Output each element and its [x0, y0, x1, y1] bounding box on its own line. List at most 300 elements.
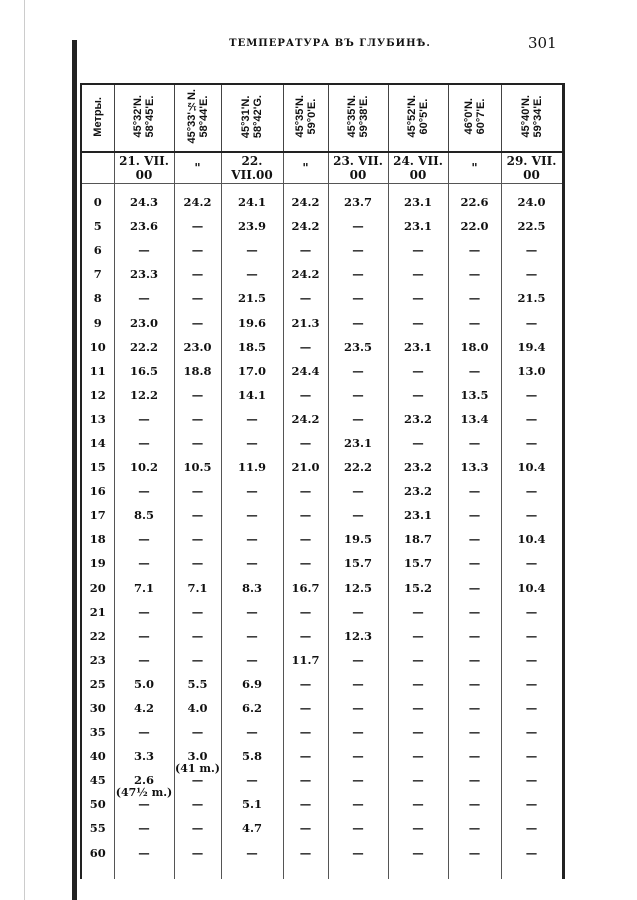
temperature-cell	[283, 527, 328, 551]
temperature-cell	[501, 648, 563, 672]
temperature-value: —	[299, 508, 312, 523]
temperature-cell	[328, 696, 388, 720]
temperature-cell	[501, 768, 563, 792]
temperature-value: —	[352, 773, 364, 788]
temperature-cell	[114, 407, 174, 431]
temperature-value: —	[352, 387, 364, 402]
temperature-value: —	[412, 628, 424, 643]
temperature-value: —	[138, 797, 150, 812]
temperature-value: —	[468, 652, 481, 667]
temperature-cell	[174, 238, 221, 262]
temperature-cell	[448, 600, 501, 624]
temperature-cell	[174, 624, 221, 648]
temperature-cell	[114, 841, 174, 879]
temperature-cell	[448, 720, 501, 744]
temperature-value: —	[468, 556, 481, 571]
temperature-value: —	[525, 604, 538, 619]
depth-cell: 50	[81, 792, 114, 816]
temperature-value: 23.2	[403, 460, 432, 475]
temperature-cell	[501, 672, 563, 696]
table-row	[81, 744, 563, 768]
temperature-cell	[448, 672, 501, 696]
temperature-cell	[448, 816, 501, 840]
temperature-value: —	[299, 676, 312, 691]
temperature-value: —	[299, 845, 312, 860]
temperature-cell	[174, 576, 221, 600]
temperature-cell	[174, 479, 221, 503]
station-coords	[294, 95, 318, 138]
temperature-value: —	[525, 484, 538, 499]
temperature-value: —	[352, 411, 364, 426]
temperature-cell	[174, 455, 221, 479]
depth-temperature-table	[80, 83, 565, 879]
temperature-value: —	[191, 556, 204, 571]
temperature-cell	[501, 214, 563, 238]
table-row	[81, 335, 563, 359]
temperature-cell	[174, 527, 221, 551]
temperature-value: 18.0	[460, 339, 489, 354]
temperature-cell	[221, 431, 283, 455]
temperature-value: —	[352, 604, 364, 619]
temperature-cell	[328, 672, 388, 696]
temperature-cell	[448, 310, 501, 334]
temperature-cell	[221, 672, 283, 696]
temperature-cell	[388, 672, 448, 696]
temperature-value: 2.6	[133, 773, 154, 788]
temperature-cell	[448, 696, 501, 720]
temperature-value: —	[191, 435, 204, 450]
temperature-cell	[221, 816, 283, 840]
temperature-value: —	[352, 749, 364, 764]
temperature-cell	[501, 576, 563, 600]
temperature-value: —	[299, 291, 312, 306]
station-coords	[132, 95, 156, 138]
temperature-value: —	[525, 508, 538, 523]
temperature-value: 18.7	[403, 532, 432, 547]
temperature-value: —	[138, 435, 150, 450]
table-row	[81, 310, 563, 334]
temperature-cell	[328, 286, 388, 310]
temperature-value: —	[468, 267, 481, 282]
temperature-cell	[501, 238, 563, 262]
station-header	[221, 84, 283, 152]
temperature-value: 24.2	[291, 411, 320, 426]
temperature-value: —	[299, 604, 312, 619]
temperature-value: —	[352, 219, 364, 234]
temperature-value: —	[412, 387, 424, 402]
temperature-value: 24.3	[129, 195, 158, 210]
temperature-cell	[501, 431, 563, 455]
depth-cell: 17	[81, 503, 114, 527]
temperature-cell	[114, 768, 174, 800]
temperature-cell	[501, 792, 563, 816]
temperature-cell	[114, 576, 174, 600]
temperature-value: —	[191, 797, 204, 812]
temperature-value: 13.5	[460, 387, 489, 402]
temperature-cell	[174, 431, 221, 455]
temperature-value: —	[468, 291, 481, 306]
temperature-value: 13.0	[517, 363, 546, 378]
temperature-cell	[328, 527, 388, 551]
temperature-cell	[448, 768, 501, 792]
temperature-value: 19.4	[517, 339, 546, 354]
temperature-cell	[283, 262, 328, 286]
temperature-cell	[221, 383, 283, 407]
temperature-cell	[328, 310, 388, 334]
temperature-cell	[221, 359, 283, 383]
temperature-cell	[114, 672, 174, 696]
station-date: 23. VII. 00	[328, 152, 388, 184]
temperature-cell	[114, 816, 174, 840]
temperature-cell	[501, 262, 563, 286]
temperature-cell	[501, 455, 563, 479]
temperature-cell	[283, 479, 328, 503]
temperature-value: —	[138, 411, 150, 426]
depth-cell: 12	[81, 383, 114, 407]
temperature-value: —	[352, 291, 364, 306]
temperature-value: —	[352, 652, 364, 667]
temperature-value: —	[299, 628, 312, 643]
temperature-value: 21.3	[291, 315, 320, 330]
temperature-cell	[221, 527, 283, 551]
temperature-value: —	[246, 725, 258, 740]
temperature-value: —	[412, 725, 424, 740]
temperature-value: —	[412, 604, 424, 619]
temperature-value: —	[138, 652, 150, 667]
table-row	[81, 527, 563, 551]
longitude: 60°7'E.	[474, 98, 487, 135]
station-coords	[346, 95, 370, 138]
temperature-value: 19.5	[343, 532, 372, 547]
temperature-value: —	[352, 725, 364, 740]
temperature-cell	[448, 551, 501, 575]
latitude: 45°33'½N.	[185, 89, 198, 144]
depth-cell: 15	[81, 455, 114, 479]
temperature-value: —	[299, 701, 312, 716]
table-row	[81, 672, 563, 696]
temperature-cell	[328, 214, 388, 238]
temperature-cell	[501, 479, 563, 503]
temperature-cell	[388, 238, 448, 262]
temperature-value: 23.3	[129, 267, 158, 282]
station-date: "	[448, 152, 501, 184]
header-row	[81, 84, 563, 152]
temperature-value: —	[412, 845, 424, 860]
temperature-value: 22.5	[517, 219, 546, 234]
temperature-value: —	[352, 797, 364, 812]
temperature-value: —	[468, 363, 481, 378]
temperature-cell	[221, 455, 283, 479]
temperature-cell	[388, 286, 448, 310]
temperature-cell	[448, 479, 501, 503]
temperature-cell	[174, 407, 221, 431]
station-header	[388, 84, 448, 152]
longitude: 60°5'E.	[418, 98, 430, 135]
temperature-cell	[221, 262, 283, 286]
temperature-cell	[174, 383, 221, 407]
depth-cell: 45	[81, 768, 114, 792]
longitude: 58°42'G.	[252, 94, 264, 139]
temperature-value: 24.1	[237, 195, 266, 210]
temperature-value: 11.7	[291, 652, 320, 667]
temperature-value: —	[525, 267, 538, 282]
temperature-value: 12.2	[129, 387, 158, 402]
temperature-cell	[388, 744, 448, 768]
temperature-value: —	[191, 484, 204, 499]
temperature-value: 4.0	[187, 701, 208, 716]
temperature-cell	[448, 238, 501, 262]
temperature-cell	[501, 841, 563, 879]
temperature-value: —	[352, 267, 364, 282]
station-header	[174, 84, 221, 152]
temperature-value: —	[191, 628, 204, 643]
temperature-value: —	[246, 628, 258, 643]
temperature-cell	[448, 286, 501, 310]
temperature-value: —	[352, 701, 364, 716]
temperature-value: —	[412, 267, 424, 282]
temperature-cell	[221, 551, 283, 575]
temperature-value: —	[191, 315, 204, 330]
temperature-cell	[174, 310, 221, 334]
temperature-cell	[448, 648, 501, 672]
table-row	[81, 624, 563, 648]
temperature-value: 23.5	[343, 339, 372, 354]
temperature-value: —	[412, 243, 424, 258]
temperature-cell	[388, 624, 448, 648]
temperature-cell	[283, 672, 328, 696]
temperature-cell	[283, 455, 328, 479]
temperature-cell	[174, 648, 221, 672]
temperature-cell	[174, 672, 221, 696]
table-row	[81, 696, 563, 720]
temperature-cell	[328, 600, 388, 624]
station-coords	[186, 89, 210, 144]
temperature-cell	[501, 720, 563, 744]
temperature-cell	[221, 744, 283, 768]
temperature-value: —	[246, 411, 258, 426]
temperature-cell	[388, 383, 448, 407]
temperature-cell	[501, 551, 563, 575]
temperature-cell	[501, 407, 563, 431]
longitude: 59°0'E.	[305, 98, 318, 135]
temperature-cell	[388, 262, 448, 286]
temperature-cell	[388, 310, 448, 334]
table-row	[81, 190, 563, 214]
temperature-cell	[114, 335, 174, 359]
temperature-value: 5.5	[187, 676, 208, 691]
temperature-cell	[114, 310, 174, 334]
temperature-cell	[388, 479, 448, 503]
temperature-value: —	[191, 387, 204, 402]
temperature-cell	[388, 768, 448, 792]
table-row	[81, 600, 563, 624]
temperature-cell	[448, 527, 501, 551]
temperature-value: —	[138, 532, 150, 547]
temperature-cell	[221, 600, 283, 624]
temperature-cell	[283, 310, 328, 334]
temperature-value: 21.5	[517, 291, 546, 306]
temperature-value: 10.5	[183, 460, 212, 475]
temperature-cell	[221, 648, 283, 672]
temperature-cell	[283, 190, 328, 214]
temperature-cell	[114, 720, 174, 744]
temperature-cell	[328, 648, 388, 672]
temperature-value: 22.6	[460, 195, 489, 210]
temperature-value: —	[191, 845, 204, 860]
temperature-value: —	[138, 725, 150, 740]
temperature-cell	[283, 431, 328, 455]
temperature-cell	[283, 841, 328, 879]
depth-cell: 0	[81, 190, 114, 214]
temperature-value: 14.1	[237, 387, 266, 402]
temperature-value: 24.4	[291, 363, 320, 378]
temperature-value: —	[299, 387, 312, 402]
temperature-value: —	[468, 508, 481, 523]
temperature-value: 23.1	[403, 508, 432, 523]
temperature-value: 23.1	[403, 219, 432, 234]
temperature-cell	[448, 407, 501, 431]
temperature-cell	[328, 576, 388, 600]
temperature-cell	[501, 744, 563, 768]
temperature-cell	[221, 479, 283, 503]
temperature-value: —	[299, 725, 312, 740]
station-header	[501, 84, 563, 152]
station-date: 21. VII. 00	[114, 152, 174, 184]
temperature-cell	[328, 238, 388, 262]
depth-cell: 55	[81, 816, 114, 840]
temperature-value: 22.2	[343, 460, 372, 475]
temperature-cell	[388, 214, 448, 238]
table-row	[81, 503, 563, 527]
temperature-value: 17.0	[237, 363, 266, 378]
temperature-value: —	[191, 291, 204, 306]
temperature-value: —	[191, 219, 204, 234]
temperature-value: 13.3	[460, 460, 489, 475]
station-header	[448, 84, 501, 152]
latitude: 45°40'N.	[519, 95, 532, 138]
temperature-value: 15.2	[403, 580, 432, 595]
temperature-cell	[283, 768, 328, 792]
temperature-value: —	[246, 845, 258, 860]
temperature-cell	[283, 335, 328, 359]
temperature-cell	[388, 576, 448, 600]
temperature-cell	[283, 816, 328, 840]
station-date: "	[174, 152, 221, 184]
temperature-value: —	[468, 725, 481, 740]
temperature-value: —	[468, 243, 481, 258]
temperature-cell	[114, 648, 174, 672]
temperature-cell	[501, 359, 563, 383]
temperature-value: 13.4	[460, 411, 489, 426]
temperature-cell	[283, 600, 328, 624]
temperature-value: —	[246, 243, 258, 258]
temperature-cell	[388, 503, 448, 527]
latitude: 45°52'N.	[406, 95, 418, 138]
depth-cell: 16	[81, 479, 114, 503]
temperature-cell	[501, 696, 563, 720]
temperature-value: —	[299, 339, 312, 354]
station-coords	[406, 95, 430, 138]
temperature-value: 16.5	[129, 363, 158, 378]
temperature-value: —	[138, 556, 150, 571]
temperature-cell	[221, 841, 283, 879]
depth-cell: 18	[81, 527, 114, 551]
temperature-cell	[114, 383, 174, 407]
temperature-value: 21.5	[237, 291, 266, 306]
temperature-value: 23.6	[129, 219, 158, 234]
temperature-value: 23.0	[129, 315, 158, 330]
temperature-value: 7.1	[187, 580, 208, 595]
temperature-cell	[501, 335, 563, 359]
table-row	[81, 720, 563, 744]
temperature-cell	[448, 503, 501, 527]
temperature-value: —	[191, 267, 204, 282]
temperature-cell	[221, 768, 283, 792]
temperature-cell	[174, 551, 221, 575]
temperature-value: 22.0	[460, 219, 489, 234]
temperature-cell	[501, 527, 563, 551]
temperature-value: —	[191, 604, 204, 619]
temperature-value: 3.0	[187, 749, 208, 764]
temperature-value: —	[246, 652, 258, 667]
temperature-cell	[328, 744, 388, 768]
temperature-cell	[388, 431, 448, 455]
temperature-value: —	[138, 845, 150, 860]
temperature-cell	[388, 335, 448, 359]
temperature-value: 21.0	[291, 460, 320, 475]
temperature-cell	[328, 383, 388, 407]
temperature-cell	[388, 648, 448, 672]
temperature-value: 23.2	[403, 484, 432, 499]
depth-header-label: Метры.	[91, 96, 104, 137]
depth-cell: 40	[81, 744, 114, 768]
temperature-value: 5.8	[241, 749, 262, 764]
temperature-cell	[114, 286, 174, 310]
longitude: 59°34'E.	[531, 95, 544, 138]
temperature-value: —	[525, 628, 538, 643]
station-header	[283, 84, 328, 152]
temperature-value: —	[468, 484, 481, 499]
latitude: 45°32'N.	[132, 95, 144, 138]
temperature-cell	[174, 335, 221, 359]
depth-cell: 20	[81, 576, 114, 600]
temperature-cell	[448, 383, 501, 407]
depth-cell: 5	[81, 214, 114, 238]
temperature-value: —	[525, 725, 538, 740]
temperature-cell	[174, 696, 221, 720]
temperature-cell	[114, 479, 174, 503]
temperature-cell	[328, 816, 388, 840]
temperature-cell	[501, 816, 563, 840]
temperature-value: —	[525, 749, 538, 764]
temperature-cell	[221, 624, 283, 648]
page-spine-rule	[72, 40, 77, 900]
temperature-cell	[388, 190, 448, 214]
temperature-cell	[114, 696, 174, 720]
depth-cell: 22	[81, 624, 114, 648]
temperature-cell	[114, 744, 174, 768]
station-date: 22. VII.00	[221, 152, 283, 184]
temperature-value: —	[246, 267, 258, 282]
temperature-value: —	[246, 435, 258, 450]
temperature-cell	[388, 455, 448, 479]
temperature-cell	[283, 696, 328, 720]
temperature-value: 15.7	[403, 556, 432, 571]
temperature-value: —	[138, 604, 150, 619]
temperature-cell	[448, 576, 501, 600]
temperature-value: —	[138, 484, 150, 499]
temperature-value: —	[468, 315, 481, 330]
